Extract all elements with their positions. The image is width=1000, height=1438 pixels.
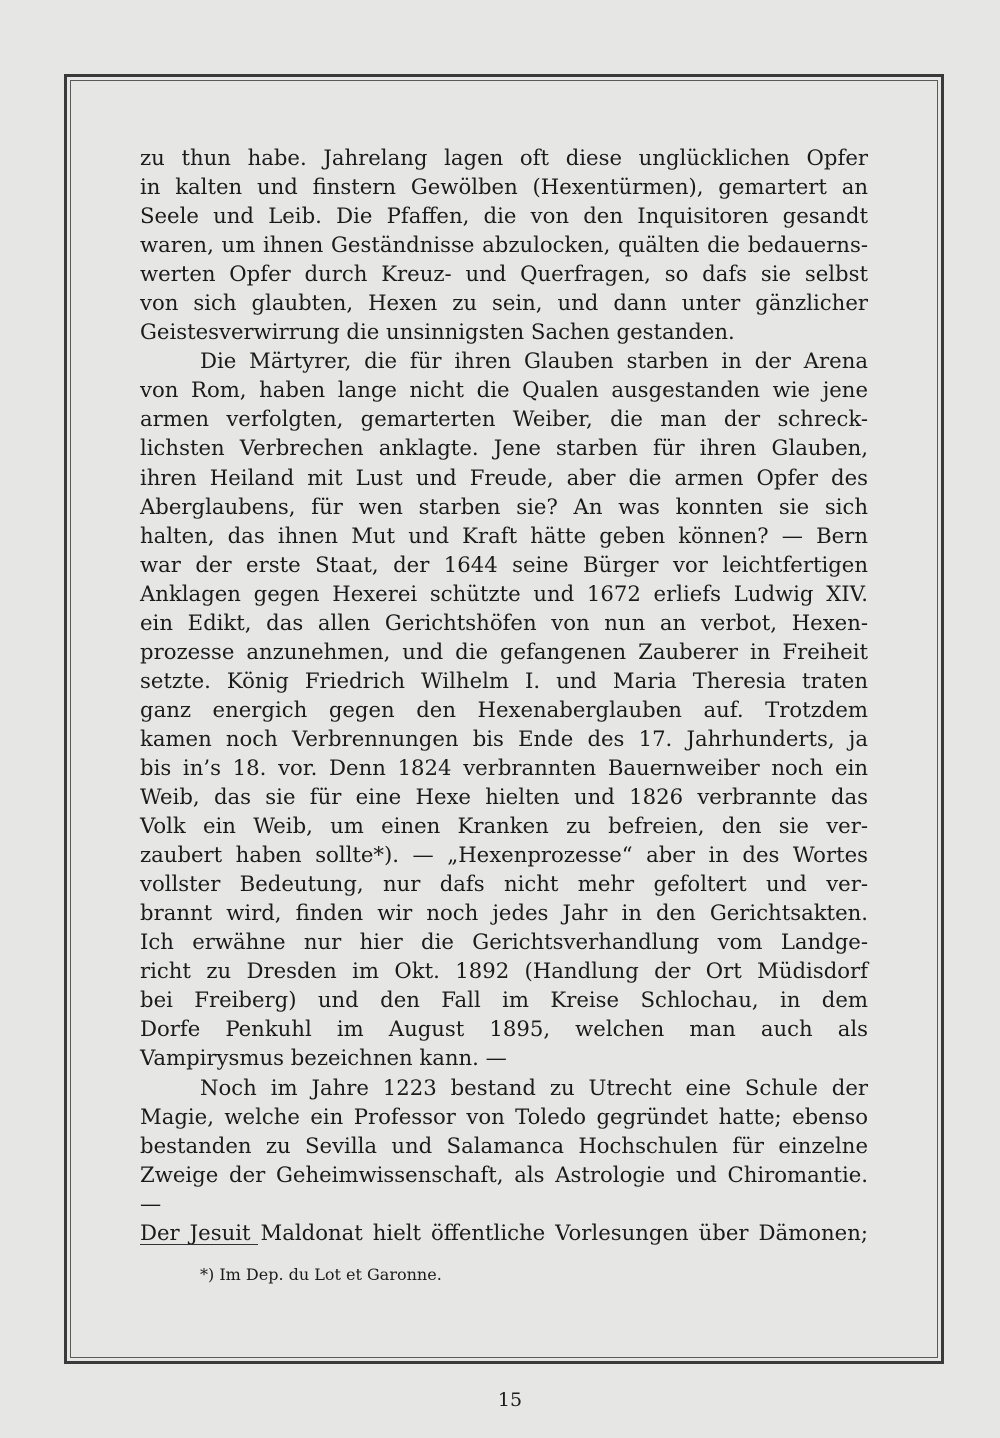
text-line: in kalten und finstern Gewölben (Hexentürmen), gemartert an — [140, 174, 868, 200]
text-line: Noch im Jahre 1223 bestand zu Utrecht eine Schule der — [200, 1074, 868, 1100]
text-line: kamen noch Verbrennungen bis Ende des 17. Jahrhunderts, ja — [140, 725, 868, 751]
text-line: ihren Heiland mit Lust und Freude, aber die armen Opfer des — [140, 464, 868, 490]
text-line: Aberglaubens, für wen starben sie? An was konnten sie sich — [140, 493, 868, 519]
text-line: armen verfolgten, gemarterten Weiber, die man der schreck- — [140, 406, 868, 432]
text-line: Vampirysmus bezeichnen kann. — — [140, 1045, 507, 1071]
text-line: ganz energich gegen den Hexenaberglauben auf. Trotzdem — [140, 696, 868, 722]
footnote: *) Im Dep. du Lot et Garonne. — [200, 1265, 442, 1284]
text-line: Weib, das sie für eine Hexe hielten und 1826 verbrannte das — [140, 784, 868, 810]
text-line: zu thun habe. Jahrelang lagen oft diese unglücklichen Opfer — [140, 145, 868, 170]
text-line: vollster Bedeutung, nur dafs nicht mehr gefoltert und ver- — [140, 871, 868, 897]
text-line: Magie, welche ein Professor von Toledo gegründet hatte; ebenso — [140, 1103, 868, 1129]
text-line: bei Freiberg) und den Fall im Kreise Schlochau, in dem — [140, 987, 868, 1013]
text-line: setzte. König Friedrich Wilhelm I. und Maria Theresia traten — [140, 667, 868, 693]
text-line: brannt wird, finden wir noch jedes Jahr in den Gerichtsakten. — [140, 900, 868, 926]
text-line: Die Märtyrer, die für ihren Glauben starben in der Arena — [200, 348, 868, 374]
text-line: bestanden zu Sevilla und Salamanca Hochschulen für einzelne — [140, 1132, 868, 1158]
text-line: von Rom, haben lange nicht die Qualen ausgestanden wie jene — [140, 377, 868, 403]
text-line: Ich erwähne nur hier die Gerichtsverhandlung vom Landge- — [140, 929, 868, 955]
text-line: Der Jesuit Maldonat hielt öffentliche Vorlesungen über Dämonen; — [140, 1219, 868, 1245]
text-line: Zweige der Geheimwissenschaft, als Astrologie und Chiromantie. — — [140, 1161, 868, 1216]
body-text — [140, 143, 868, 1247]
text-line: lichsten Verbrechen anklagte. Jene starben für ihren Glauben, — [140, 435, 868, 461]
text-line: zaubert haben sollte*). — „Hexenprozesse“ aber in des Wortes — [140, 842, 868, 868]
text-line: Dorfe Penkuhl im August 1895, welchen man auch als — [140, 1016, 868, 1042]
text-line: war der erste Staat, der 1644 seine Bürger vor leichtfertigen — [140, 551, 868, 577]
text-line: prozesse anzunehmen, und die gefangenen Zauberer in Freiheit — [140, 638, 868, 664]
text-line: waren, um ihnen Geständnisse abzulocken, quälten die bedauerns- — [140, 232, 868, 258]
text-line: bis in’s 18. vor. Denn 1824 verbrannten Bauernweiber noch ein — [140, 754, 868, 780]
text-line: Anklagen gegen Hexerei schützte und 1672 erliefs Ludwig XIV. — [140, 580, 868, 606]
text-line: von sich glaubten, Hexen zu sein, und dann unter gänzlicher — [140, 290, 868, 316]
text-line: halten, das ihnen Mut und Kraft hätte geben können? — Bern — [140, 522, 868, 548]
footnote-divider — [140, 1244, 258, 1245]
text-line: Volk ein Weib, um einen Kranken zu befreien, den sie ver- — [140, 813, 868, 839]
text-line: ein Edikt, das allen Gerichtshöfen von nun an verbot, Hexen- — [140, 609, 868, 635]
text-line: werten Opfer durch Kreuz- und Querfragen, so dafs sie selbst — [140, 261, 868, 287]
text-line: richt zu Dresden im Okt. 1892 (Handlung der Ort Müdisdorf — [140, 958, 868, 984]
text-line: Geistesverwirrung die unsinnigsten Sachen gestanden. — [140, 319, 735, 345]
text-line: Seele und Leib. Die Pfaffen, die von den Inquisitoren gesandt — [140, 203, 868, 229]
page-number: 15 — [497, 1389, 523, 1411]
